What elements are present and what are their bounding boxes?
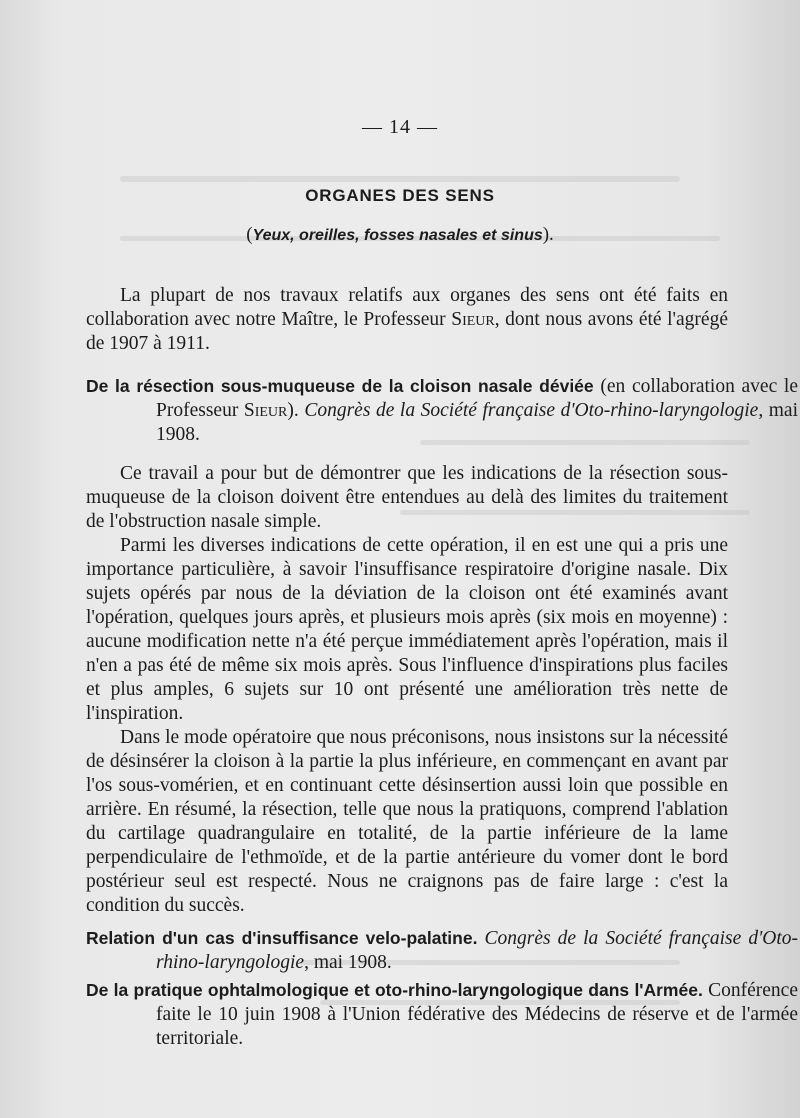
summary-paragraph: Ce travail a pour but de démontrer que les indications de la résection sous-muqueuse de la cloison doivent être entendues au delà des limites du traitement de l'obstruction nasale simple. — [86, 463, 728, 532]
entry-collab-name: Sieur — [243, 400, 288, 421]
entry-date: , mai 1908. — [156, 400, 798, 445]
section-heading: ORGANES DES SENS — [305, 186, 495, 205]
bibliography-entry — [86, 374, 798, 447]
entry-venue: Congrès de la Société française d'Oto-rhino-laryngologie — [304, 400, 759, 421]
intro-text: La plupart de nos travaux relatifs aux organes des sens ont été faits en collaboration avec notre Maître, le Professeur — [86, 285, 728, 330]
summary-paragraph: Dans le mode opératoire que nous préconisons, nous insistons sur la nécessité de désinsérer la cloison à la partie la plus inférieure, en commençant en avant par l'os sous-vomérien, et en continuant cette désinsertion aussi loin que possible en arrière. En résumé, la résection, telle que nous la pratiquons, comprend l'ablation du cartilage quadrangulaire en totalité, de la partie inférieure de la lame perpendiculaire de l'ethmoïde, et de la partie antérieure du vomer dont le bord postérieur seul est respecté. Nous ne craignons pas de faire large : c'est la condition du succès. — [86, 727, 728, 916]
subheading-open-paren: ( — [246, 224, 253, 245]
subheading-text: Yeux, oreilles, fosses nasales et sinus — [252, 227, 543, 244]
intro-author-name: Sieur — [451, 309, 495, 330]
summary-paragraph: Parmi les diverses indications de cette opération, il en est une qui a pris une importance particulière, à savoir l'insuffisance respiratoire d'origine nasale. Dix sujets opérés par nous de la déviation de la cloison ont été examinés avant l'opération, quelques jours après, et plusieurs mois après (six mois en moyenne) : aucune modification nette n'a été perçue immédiatement après l'opération, mais il n'en a pas été de même six mois après. Sous l'influence d'inspirations plus faciles et plus amples, 6 sujets sur 10 ont présenté une amélioration très nette de l'inspiration. — [86, 535, 728, 724]
entry-collab-end: ). — [287, 400, 305, 421]
section-subheading — [0, 224, 800, 246]
bibliography-entry — [86, 926, 798, 975]
entry-title: Relation d'un cas d'insuffisance velo-palatine. — [86, 928, 478, 948]
entry-title: De la résection sous-muqueuse de la cloison nasale déviée — [86, 376, 594, 396]
entry-summary — [86, 462, 728, 918]
entry-date: , mai 1908. — [304, 952, 392, 973]
bibliography-entry — [86, 978, 798, 1051]
entry-venue: Congrès de la Société française d'Oto-rhino-laryngologie — [156, 928, 798, 973]
intro-paragraph — [86, 284, 728, 356]
entry-description: Conférence faite le 10 juin 1908 à l'Union fédérative des Médecins de réserve et de l'armée territoriale. — [156, 980, 798, 1049]
subheading-close-paren: ). — [542, 224, 554, 245]
page-number: — 14 — — [362, 116, 438, 138]
entry-collab: (en collaboration avec le Professeur — [156, 376, 798, 421]
entry-title: De la pratique ophtalmologique et oto-rhino-laryngologique dans l'Armée. — [86, 980, 703, 1000]
intro-text-end: , dont nous avons été l'agrégé de 1907 à 1911. — [86, 309, 728, 354]
